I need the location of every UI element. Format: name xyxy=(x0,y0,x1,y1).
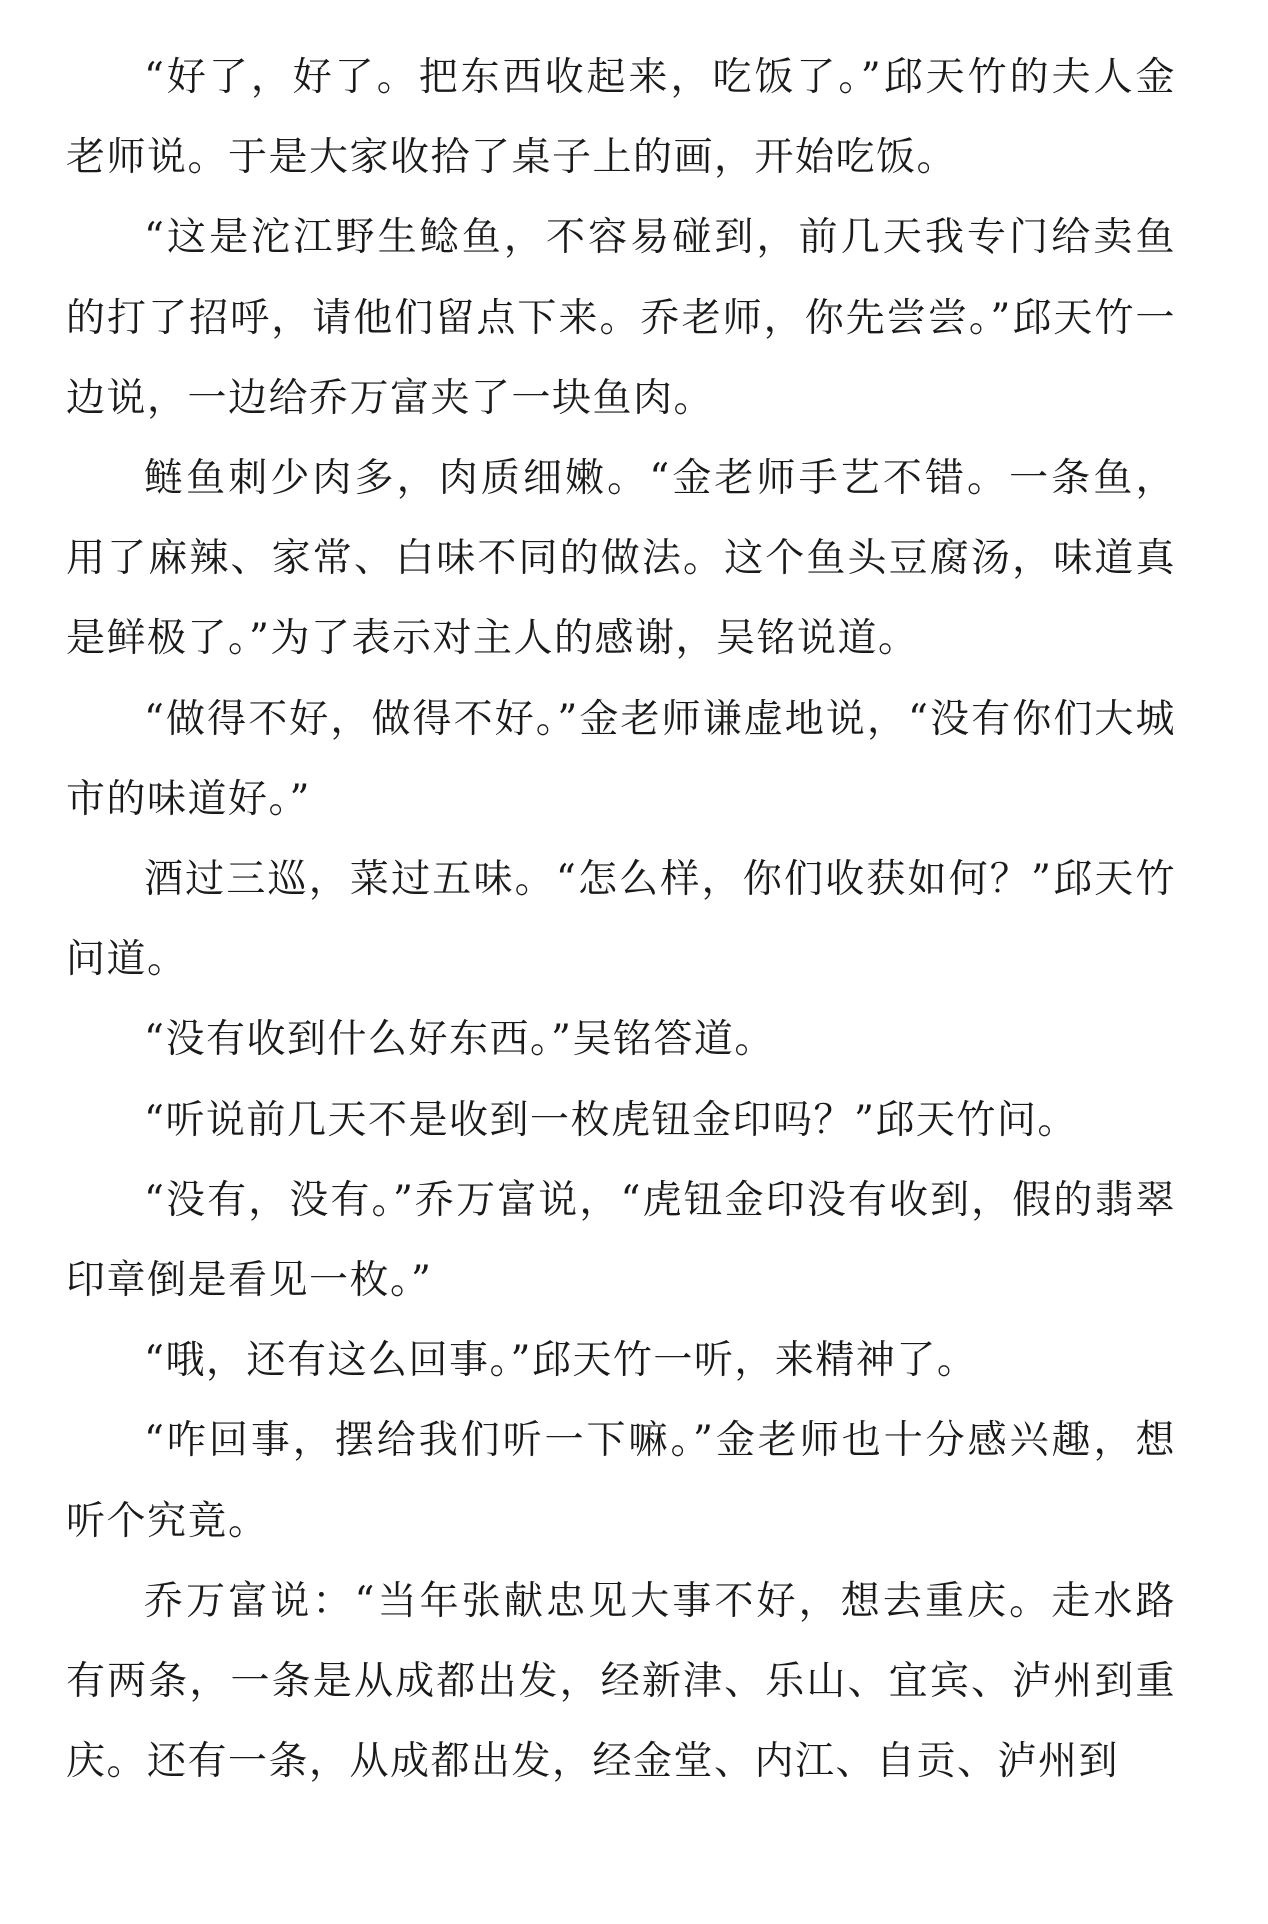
paragraph: “没有，没有。”乔万富说，“虎钮金印没有收到，假的翡翠印章倒是看见一枚。” xyxy=(66,1177,1176,1304)
paragraph: “做得不好，做得不好。”金老师谦虚地说，“没有你们大城市的味道好。” xyxy=(66,696,1176,822)
paragraph: 鲢鱼刺少肉多，肉质细嫩。“金老师手艺不错。一条鱼，用了麻辣、家常、白味不同的做法。这个鱼头豆腐汤，味道真是鲜极了。”为了表示对主人的感谢，吴铭说道。 xyxy=(66,456,1176,662)
paragraph: “咋回事，摆给我们听一下嘛。”金老师也十分感兴趣，想听个究竟。 xyxy=(66,1418,1176,1544)
paragraph: “听说前几天不是收到一枚虎钮金印吗？”邱天竹问。 xyxy=(144,1097,1078,1143)
paragraph: “没有收到什么好东西。”吴铭答道。 xyxy=(144,1017,775,1063)
paragraph: 酒过三巡，菜过五味。“怎么样，你们收获如何？”邱天竹问道。 xyxy=(66,857,1176,983)
paragraph: 乔万富说：“当年张献忠见大事不好，想去重庆。走水路有两条，一条是从成都出发，经新津、乐山、宜宾、泸州到重庆。还有一条，从成都出发，经金堂、内江、自贡、泸州到 xyxy=(66,1578,1176,1785)
paragraph: “这是沱江野生鲶鱼，不容易碰到，前几天我专门给卖鱼的打了招呼，请他们留点下来。乔老师，你先尝尝。”邱天竹一边说，一边给乔万富夹了一块鱼肉。 xyxy=(66,215,1176,421)
paragraph: “好了，好了。把东西收起来，吃饭了。”邱天竹的夫人金老师说。于是大家收拾了桌子上的画，开始吃饭。 xyxy=(66,55,1176,181)
paragraph: “哦，还有这么回事。”邱天竹一听，来精神了。 xyxy=(144,1338,978,1384)
document-body xyxy=(66,38,1176,1802)
